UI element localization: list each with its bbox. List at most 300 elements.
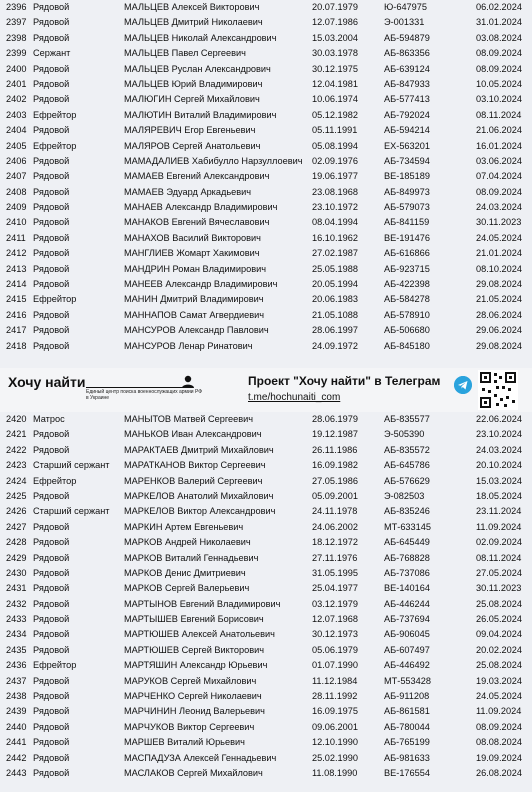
birth-date: 16.10.1962 (312, 232, 358, 243)
death-date: 20.10.2024 (476, 460, 522, 471)
death-date: 09.04.2024 (476, 629, 522, 640)
table-row (0, 658, 532, 673)
record-number: 2409 (6, 202, 27, 213)
death-date: 10.05.2024 (476, 78, 522, 89)
death-date: 02.09.2024 (476, 537, 522, 548)
document-number: АБ-841159 (384, 217, 430, 228)
death-date: 08.09.2024 (476, 63, 522, 74)
document-number: Э-001331 (384, 17, 425, 28)
death-date: 16.01.2024 (476, 140, 522, 151)
record-number: 2428 (6, 537, 27, 548)
record-number: 2418 (6, 340, 27, 351)
document-number: ВЕ-185189 (384, 171, 430, 182)
death-date: 30.11.2023 (476, 583, 522, 594)
military-rank: Рядовой (33, 675, 70, 686)
full-name: МАРЕНКОВ Валерий Сергеевич (124, 475, 263, 486)
document-number: Э-505390 (384, 429, 425, 440)
document-number: АБ-765199 (384, 737, 430, 748)
military-rank: Рядовой (33, 737, 70, 748)
birth-date: 16.09.1975 (312, 706, 358, 717)
table-row (0, 185, 532, 200)
table-row (0, 246, 532, 261)
record-number: 2424 (6, 475, 27, 486)
death-date: 07.04.2024 (476, 171, 522, 182)
birth-date: 25.04.1977 (312, 583, 358, 594)
death-date: 08.08.2024 (476, 737, 522, 748)
birth-date: 05.12.1982 (312, 109, 358, 120)
military-rank: Рядовой (33, 78, 70, 89)
death-date: 28.06.2024 (476, 309, 522, 320)
record-number: 2427 (6, 521, 27, 532)
document-number: МТ-633145 (384, 521, 431, 532)
military-rank: Рядовой (33, 202, 70, 213)
military-rank: Рядовой (33, 263, 70, 274)
table-row (0, 551, 532, 566)
military-rank: Рядовой (33, 32, 70, 43)
table-row (0, 108, 532, 123)
military-rank: Рядовой (33, 752, 70, 763)
telegram-icon (454, 376, 472, 394)
military-rank: Рядовой (33, 186, 70, 197)
record-number: 2425 (6, 490, 27, 501)
table-row (0, 566, 532, 581)
full-name: МАРТЮШЕВ Алексей Анатольевич (124, 629, 275, 640)
military-rank: Рядовой (33, 2, 70, 12)
record-number: 2402 (6, 94, 27, 105)
death-date: 19.03.2024 (476, 675, 522, 686)
document-number: АБ-845180 (384, 340, 430, 351)
record-number: 2410 (6, 217, 27, 228)
table-row (0, 154, 532, 169)
watermark-banner (0, 368, 532, 412)
table-row (0, 689, 532, 704)
military-rank: Рядовой (33, 644, 70, 655)
death-date: 29.08.2024 (476, 340, 522, 351)
document-number: АБ-847933 (384, 78, 430, 89)
document-number: АБ-577413 (384, 94, 430, 105)
document-number: АБ-835246 (384, 506, 430, 517)
birth-date: 24.11.1978 (312, 506, 358, 517)
death-date: 25.08.2024 (476, 660, 522, 671)
death-date: 21.01.2024 (476, 248, 522, 259)
birth-date: 16.09.1982 (312, 460, 358, 471)
death-date: 08.11.2024 (476, 552, 522, 563)
document-number: АБ-594879 (384, 32, 430, 43)
record-number: 2405 (6, 140, 27, 151)
death-date: 26.05.2024 (476, 614, 522, 625)
full-name: МАРКЕЛОВ Анатолий Михайлович (124, 490, 274, 501)
table-row (0, 412, 532, 427)
record-number: 2416 (6, 309, 27, 320)
military-rank: Ефрейтор (33, 475, 77, 486)
death-date: 22.06.2024 (476, 414, 522, 424)
death-date: 24.03.2024 (476, 444, 522, 455)
birth-date: 30.12.1975 (312, 63, 358, 74)
document-number: АБ-923715 (384, 263, 430, 274)
table-row (0, 200, 532, 215)
death-date: 08.11.2024 (476, 109, 522, 120)
full-name: МАЛЮТИН Виталий Владимирович (124, 109, 277, 120)
military-rank: Рядовой (33, 490, 70, 501)
record-number: 2443 (6, 767, 27, 778)
record-number: 2399 (6, 48, 27, 59)
birth-date: 27.11.1976 (312, 552, 358, 563)
record-number: 2422 (6, 444, 27, 455)
death-date: 08.09.2024 (476, 48, 522, 59)
death-date: 18.05.2024 (476, 490, 522, 501)
full-name: МАНЫТОВ Матвей Сергеевич (124, 414, 254, 424)
table-row (0, 735, 532, 750)
document-number: АБ-446492 (384, 660, 430, 671)
birth-date: 25.05.1988 (312, 263, 358, 274)
table-row (0, 489, 532, 504)
full-name: МАРКОВ Денис Дмитриевич (124, 567, 246, 578)
record-number: 2406 (6, 155, 27, 166)
table-row (0, 123, 532, 138)
full-name: МАРЧУКОВ Виктор Сергеевич (124, 721, 255, 732)
military-rank: Рядовой (33, 232, 70, 243)
document-number: АБ-768828 (384, 552, 430, 563)
military-rank: Рядовой (33, 279, 70, 290)
military-rank: Рядовой (33, 171, 70, 182)
full-name: МАНДРИН Роман Владимирович (124, 263, 267, 274)
full-name: МАНАЕВ Александр Владимирович (124, 202, 278, 213)
table-row (0, 704, 532, 719)
military-rank: Рядовой (33, 125, 70, 136)
record-number: 2396 (6, 2, 27, 12)
records-table-bottom (0, 412, 532, 781)
record-number: 2429 (6, 552, 27, 563)
record-number: 2433 (6, 614, 27, 625)
death-date: 06.02.2024 (476, 2, 522, 12)
record-number: 2439 (6, 706, 27, 717)
death-date: 24.03.2024 (476, 202, 522, 213)
birth-date: 18.12.1972 (312, 537, 358, 548)
military-rank: Рядовой (33, 429, 70, 440)
document-number: МТ-553428 (384, 675, 431, 686)
full-name: МАМАДАЛИЕВ Хабибулло Нарзуллоевич (124, 155, 303, 166)
record-number: 2403 (6, 109, 27, 120)
full-name: МАРУКОВ Сергей Михайлович (124, 675, 257, 686)
military-rank: Рядовой (33, 94, 70, 105)
death-date: 08.09.2024 (476, 721, 522, 732)
birth-date: 09.06.2001 (312, 721, 358, 732)
full-name: МАННАПОВ Самат Агвердиевич (124, 309, 265, 320)
death-date: 29.08.2024 (476, 279, 522, 290)
full-name: МАЛЮГИН Сергей Михайлович (124, 94, 260, 105)
document-number: АБ-906045 (384, 629, 430, 640)
military-rank: Рядовой (33, 537, 70, 548)
document-number: АБ-594214 (384, 125, 430, 136)
birth-date: 02.09.1976 (312, 155, 358, 166)
military-rank: Рядовой (33, 444, 70, 455)
record-number: 2421 (6, 429, 27, 440)
death-date: 27.05.2024 (476, 567, 522, 578)
record-number: 2441 (6, 737, 27, 748)
full-name: МАРАКТАЕВ Дмитрий Михайлович (124, 444, 274, 455)
death-date: 23.10.2024 (476, 429, 522, 440)
military-rank: Рядовой (33, 63, 70, 74)
table-row (0, 92, 532, 107)
full-name: МАМАЕВ Эдуард Аркадьевич (124, 186, 252, 197)
military-rank: Ефрейтор (33, 660, 77, 671)
table-row (0, 597, 532, 612)
birth-date: 27.02.1987 (312, 248, 358, 259)
death-date: 26.08.2024 (476, 767, 522, 778)
military-rank: Сержант (33, 48, 71, 59)
birth-date: 12.10.1990 (312, 737, 358, 748)
death-date: 31.01.2024 (476, 17, 522, 28)
document-number: АБ-734594 (384, 155, 430, 166)
table-row (0, 323, 532, 338)
full-name: МАРКЕЛОВ Виктор Александрович (124, 506, 276, 517)
full-name: МАСПАДУЗА Алексей Геннадьевич (124, 752, 277, 763)
document-number: АБ-835577 (384, 414, 430, 424)
full-name: МАРЧЕНКО Сергей Николаевич (124, 691, 262, 702)
document-number: АБ-863356 (384, 48, 430, 59)
document-number: АБ-584278 (384, 294, 430, 305)
full-name: МАРКОВ Виталий Геннадьевич (124, 552, 259, 563)
record-number: 2431 (6, 583, 27, 594)
full-name: МАЛЬЦЕВ Алексей Викторович (124, 2, 260, 12)
military-rank: Рядовой (33, 155, 70, 166)
full-name: МАРКОВ Сергей Валерьевич (124, 583, 250, 594)
document-number: АБ-849973 (384, 186, 430, 197)
birth-date: 24.06.2002 (312, 521, 358, 532)
table-row (0, 277, 532, 292)
birth-date: 12.07.1968 (312, 614, 358, 625)
table-row (0, 77, 532, 92)
birth-date: 31.05.1995 (312, 567, 358, 578)
birth-date: 05.08.1994 (312, 140, 358, 151)
death-date: 24.05.2024 (476, 691, 522, 702)
military-rank: Матрос (33, 414, 65, 424)
death-date: 25.08.2024 (476, 598, 522, 609)
birth-date: 28.06.1997 (312, 325, 358, 336)
military-rank: Рядовой (33, 629, 70, 640)
death-date: 11.09.2024 (476, 706, 522, 717)
record-number: 2408 (6, 186, 27, 197)
record-number: 2420 (6, 414, 27, 424)
record-number: 2400 (6, 63, 27, 74)
table-row (0, 31, 532, 46)
qr-code-icon (478, 370, 518, 410)
table-row (0, 581, 532, 596)
record-number: 2426 (6, 506, 27, 517)
birth-date: 23.10.1972 (312, 202, 358, 213)
table-row (0, 15, 532, 30)
document-number: Э-082503 (384, 490, 425, 501)
document-number: АБ-861581 (384, 706, 430, 717)
military-rank: Рядовой (33, 691, 70, 702)
death-date: 24.05.2024 (476, 232, 522, 243)
full-name: МАЛЯРОВ Сергей Анатольевич (124, 140, 261, 151)
death-date: 21.05.2024 (476, 294, 522, 305)
record-number: 2438 (6, 691, 27, 702)
military-rank: Рядовой (33, 325, 70, 336)
document-number: АБ-792024 (384, 109, 430, 120)
table-row (0, 474, 532, 489)
military-rank: Рядовой (33, 217, 70, 228)
document-number: АБ-737086 (384, 567, 430, 578)
birth-date: 19.12.1987 (312, 429, 358, 440)
military-rank: Рядовой (33, 309, 70, 320)
military-rank: Рядовой (33, 706, 70, 717)
birth-date: 20.07.1979 (312, 2, 358, 12)
death-date: 03.06.2024 (476, 155, 522, 166)
birth-date: 21.05.1088 (312, 309, 358, 320)
record-number: 2434 (6, 629, 27, 640)
record-number: 2412 (6, 248, 27, 259)
document-number: АБ-607497 (384, 644, 430, 655)
birth-date: 28.11.1992 (312, 691, 358, 702)
table-row (0, 627, 532, 642)
table-row (0, 458, 532, 473)
military-rank: Рядовой (33, 767, 70, 778)
table-row (0, 169, 532, 184)
record-number: 2415 (6, 294, 27, 305)
records-table-top (0, 0, 532, 354)
record-number: 2411 (6, 232, 26, 243)
full-name: МАРТЫНОВ Евгений Владимирович (124, 598, 281, 609)
table-row (0, 504, 532, 519)
military-rank: Рядовой (33, 552, 70, 563)
military-rank: Рядовой (33, 598, 70, 609)
death-date: 19.09.2024 (476, 752, 522, 763)
table-row (0, 751, 532, 766)
military-rank: Ефрейтор (33, 109, 77, 120)
military-rank: Рядовой (33, 17, 70, 28)
full-name: МАЛЬЦЕВ Николай Александрович (124, 32, 277, 43)
full-name: МАНГЛИЕВ Жомарт Хакимович (124, 248, 260, 259)
birth-date: 11.08.1990 (312, 767, 358, 778)
record-number: 2435 (6, 644, 27, 655)
table-row (0, 520, 532, 535)
birth-date: 20.05.1994 (312, 279, 358, 290)
death-date: 11.09.2024 (476, 521, 522, 532)
full-name: МАЛЬЦЕВ Павел Сергеевич (124, 48, 246, 59)
birth-date: 26.11.1986 (312, 444, 358, 455)
death-date: 15.03.2024 (476, 475, 522, 486)
document-number: АБ-422398 (384, 279, 430, 290)
military-rank: Старший сержант (33, 460, 110, 471)
military-rank: Рядовой (33, 340, 70, 351)
birth-date: 05.11.1991 (312, 125, 358, 136)
birth-date: 08.04.1994 (312, 217, 358, 228)
full-name: МАСЛАКОВ Сергей Михайлович (124, 767, 263, 778)
military-rank: Рядовой (33, 248, 70, 259)
banner-url-link[interactable]: t.me/hochunaiti_com (248, 392, 341, 403)
record-number: 2401 (6, 78, 27, 89)
table-row (0, 262, 532, 277)
record-number: 2437 (6, 675, 27, 686)
birth-date: 05.09.2001 (312, 490, 358, 501)
full-name: МАРАТКАНОВ Виктор Сергеевич (124, 460, 266, 471)
document-number: ЕХ-563201 (384, 140, 430, 151)
full-name: МАЛЬЦЕВ Дмитрий Николаевич (124, 17, 263, 28)
birth-date: 03.12.1979 (312, 598, 358, 609)
document-number: АБ-578910 (384, 309, 430, 320)
birth-date: 01.07.1990 (312, 660, 358, 671)
document-number: ВЕ-140164 (384, 583, 430, 594)
full-name: МАНИН Дмитрий Владимирович (124, 294, 264, 305)
birth-date: 24.09.1972 (312, 340, 358, 351)
document-number: АБ-446244 (384, 598, 430, 609)
table-row (0, 139, 532, 154)
table-row (0, 643, 532, 658)
table-row (0, 292, 532, 307)
table-row (0, 612, 532, 627)
birth-date: 28.06.1979 (312, 414, 358, 424)
death-date: 08.09.2024 (476, 186, 522, 197)
document-number: АБ-639124 (384, 63, 430, 74)
table-row (0, 443, 532, 458)
table-row (0, 427, 532, 442)
birth-date: 11.12.1984 (312, 675, 358, 686)
military-rank: Ефрейтор (33, 140, 77, 151)
full-name: МАРТЫШЕВ Евгений Борисович (124, 614, 264, 625)
table-row (0, 535, 532, 550)
military-rank: Рядовой (33, 521, 70, 532)
full-name: МАРЧИНИН Леонид Валерьевич (124, 706, 265, 717)
banner-title: Хочу найти (8, 374, 86, 390)
birth-date: 25.02.1990 (312, 752, 358, 763)
death-date: 30.11.2023 (476, 217, 522, 228)
record-number: 2430 (6, 567, 27, 578)
death-date: 03.08.2024 (476, 32, 522, 43)
birth-date: 10.06.1974 (312, 94, 358, 105)
table-row (0, 339, 532, 354)
birth-date: 19.06.1977 (312, 171, 358, 182)
record-number: 2436 (6, 660, 27, 671)
full-name: МАРКИН Артем Евгеньевич (124, 521, 244, 532)
full-name: МАМАЕВ Евгений Александрович (124, 171, 270, 182)
death-date: 08.10.2024 (476, 263, 522, 274)
record-number: 2397 (6, 17, 27, 28)
record-number: 2404 (6, 125, 27, 136)
full-name: МАРТЯШИН Александр Юрьевич (124, 660, 268, 671)
death-date: 03.10.2024 (476, 94, 522, 105)
document-number: ВЕ-176554 (384, 767, 430, 778)
military-rank: Старший сержант (33, 506, 110, 517)
table-row (0, 215, 532, 230)
record-number: 2417 (6, 325, 27, 336)
table-row (0, 231, 532, 246)
full-name: МАНСУРОВ Александр Павлович (124, 325, 269, 336)
birth-date: 12.07.1986 (312, 17, 358, 28)
full-name: МАНСУРОВ Ленар Ринатович (124, 340, 253, 351)
document-number: АБ-645449 (384, 537, 430, 548)
birth-date: 15.03.2004 (312, 32, 358, 43)
document-number: АБ-506680 (384, 325, 430, 336)
birth-date: 27.05.1986 (312, 475, 358, 486)
document-number: АБ-579073 (384, 202, 430, 213)
banner-subtitle: Единый центр поиска военнослужащих армии РФ в Украине (86, 389, 203, 401)
record-number: 2442 (6, 752, 27, 763)
full-name: МАНЕЕВ Александр Владимирович (124, 279, 278, 290)
record-number: 2414 (6, 279, 27, 290)
military-rank: Рядовой (33, 614, 70, 625)
document-number: АБ-616866 (384, 248, 430, 259)
full-name: МАЛЯРЕВИЧ Егор Евгеньевич (124, 125, 256, 136)
birth-date: 30.12.1973 (312, 629, 358, 640)
birth-date: 30.03.1978 (312, 48, 358, 59)
document-number: АБ-645786 (384, 460, 430, 471)
record-number: 2432 (6, 598, 27, 609)
military-rank: Рядовой (33, 567, 70, 578)
death-date: 23.11.2024 (476, 506, 522, 517)
record-number: 2398 (6, 32, 27, 43)
